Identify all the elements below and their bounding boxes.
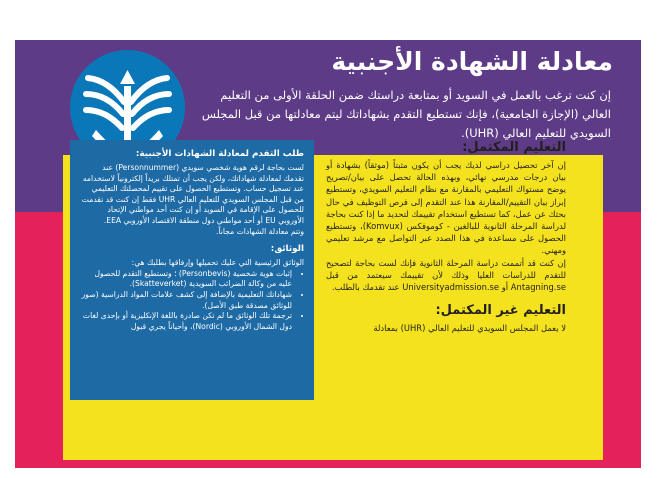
page-title: معادلة الشهادة الأجنبية — [331, 47, 613, 76]
document-item: • شهاداتك التعليمية بالإضافة إلى كشف علامات المواد الدراسية (صور للوثائق مصدقة طبق الأصل). — [80, 290, 292, 311]
complete-education-text: إن آخر تحصيل دراسي لديك يجب أن يكون مثبتاً (موثقاً) بشهادة أو بيان درجات مدرسي نهائي، وبهذه الحالة تحصل على بيان/تصريح يوضح مستواك التعليمي بالمقارنة مع نظام التعليم السويدي، وتستطيع إبراز بيان التقييم/المقارنة هذا عند التقدم إلى فرص التوظيف في حال بحثك عن عمل، كما تستطيع استخدام تقييمك لتحديد ما إذا كنت بحاجة لدراسة المرحلة الثانوية للبالغين - كوموفكس (Komvux)، وتستطيع الحصول على مساعدة في هذا الصدد عبر التواصل مع مرشد تعليمي ومهني. — [326, 160, 566, 256]
document-item: • إثبات هوية شخصية (Personbevis) ؛ وتستطيع التقدم للحصول عليه من وكالة الضرائب السويدية (Skatteverket). — [80, 269, 292, 290]
application-heading: طلب التقدم لمعادلة الشهادات الأجنبية: — [135, 149, 304, 159]
document-item: • ترجمة تلك الوثائق ما لم تكن صادرة باللغة الإنكليزية أو بإحدى لغات دول الشمال الأوروبي (Nordic)، وأحياناً يجري قبول — [80, 311, 292, 332]
incomplete-education-text: لا يعمل المجلس السويدي للتعليم العالي (UHR) بمعادلة — [373, 323, 566, 334]
incomplete-education-heading: التعليم غير المكتمل: — [435, 303, 566, 319]
free-note: وتتم معادلة الشهادات مجاناً. — [216, 226, 304, 236]
education-section — [326, 140, 566, 334]
application-info-box — [70, 140, 314, 400]
documents-intro: الوثائق الرئيسية التي عليك تحميلها وإرفاقها بطلبك هي: — [131, 258, 304, 268]
complete-education-heading: التعليم المكتمل: — [462, 140, 566, 155]
intro-text: إن كنت ترغب بالعمل في السويد أو بمتابعة دراستك ضمن الحلقة الأولى من التعليم العالي (الإجازة الجامعية)، فإنك تستطيع التقدم بشهاداتك ليتم معادلتها من قبل المجلس السويدي للتعليم العالي (UHR). — [201, 88, 611, 140]
documents-heading: الوثائق: — [270, 244, 304, 255]
application-text: لست بحاجة لرقم هوية شخصي سويدي (Personnummer) عند تقدمك لمعادلة شهاداتك، ولكن يجب أن تمتلك بريداً إلكترونياً لاستخدامه عند تسجيل حساب. وتستطيع الحصول على تقييم لمحصلتك التعليمي من قبل المجلس السويدي للتعليم العالي UHR فقط إن كنت قد تقدمت للحصول على الإقامة في السويد أو إن كنت أحد مواطني الإتحاد الأوروبي EU أو أحد مواطني دول منطقة الاقتصاد الأوروبي EEA. — [81, 163, 304, 225]
documents-list — [80, 269, 304, 333]
secondary-school-text: إن كنت قد أتممت دراسة المرحلة الثانوية فإنك لست بحاجة لتصحيح للتقدم للدراسات العليا وذلك لأن تقييمك سيعتمد من قبل Antagning.se أو Universityadmission.se عند تقدمك بالطلب. — [326, 257, 566, 293]
